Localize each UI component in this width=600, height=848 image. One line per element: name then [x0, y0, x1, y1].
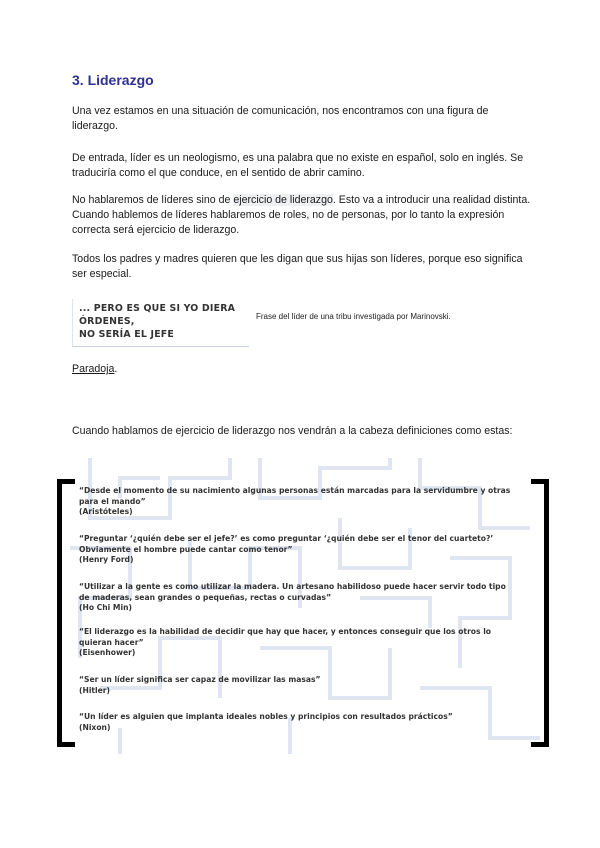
- paradoja-punct: .: [114, 363, 118, 375]
- tribe-quote-line-2: ÓRDENES,: [79, 316, 135, 327]
- quote-text: “Ser un líder significa ser capaz de movilizar las masas”: [79, 675, 321, 684]
- paragraph-exercise: [72, 193, 532, 238]
- right-bracket: [531, 479, 549, 747]
- paradoja-text: Paradoja: [72, 363, 115, 375]
- quote-author: (Hitler): [79, 685, 111, 695]
- quote-item: [79, 675, 519, 696]
- paragraph-neologism: De entrada, líder es un neologismo, es una palabra que no existe en español, solo en inglés. Se traduciría como el que conduce, en el sentido de abrir camino.: [72, 152, 524, 179]
- quote-author: (Nixon): [79, 722, 111, 732]
- quote-author: (Eisenhower): [79, 648, 136, 657]
- quote-text: “Utilizar a la gente es como utilizar la madera. Un artesano habilidoso puede hacer servir todo tipo de maderas, sean grandes o pequeñas, rectas o curvadas”: [79, 582, 506, 602]
- highlighted-term: ejercicio de liderazgo: [233, 194, 333, 206]
- paragraph-exercise-after: . Esto va a introducir una realidad distinta. Cuando hablemos de líderes hablaremos de roles, no de personas, por lo tanto la expresión correcta será ejercicio de liderazgo.: [72, 194, 531, 236]
- quote-text: “Desde el momento de su nacimiento algunas personas están marcadas para la servidumbre y otras para el mando”: [79, 486, 511, 506]
- quote-text: “El liderazgo es la habilidad de decidir que hay que hacer, y entonces conseguir que los otros lo quieran hacer”: [79, 627, 492, 647]
- tribe-quote-caption: Frase del líder de una tribu investigada por Marinovski.: [256, 312, 451, 321]
- quote-item: [79, 582, 519, 614]
- quote-item: [79, 712, 519, 733]
- tribe-quote-line-3: NO SERÍA EL JEFE: [79, 329, 175, 340]
- paragraph-parents: Todos los padres y madres quieren que les digan que sus hijas son líderes, porque eso significa ser especial.: [72, 253, 523, 280]
- quote-item: [79, 627, 519, 659]
- quote-text: “Preguntar ‘¿quién debe ser el jefe?’ es como preguntar ‘¿quién debe ser el tenor del cuarteto?’ Obviamente el hombre puede cantar como tenor”: [79, 534, 494, 554]
- quote-text: “Un líder es alguien que implanta ideales nobles y principios con resultados prácticos”: [79, 712, 453, 721]
- quote-author: (Aristóteles): [79, 507, 133, 516]
- section-heading: 3. Liderazgo: [72, 72, 154, 88]
- quote-item: [79, 534, 519, 566]
- quote-item: [79, 486, 519, 518]
- paragraph-communication: Una vez estamos en una situación de comunicación, nos encontramos con una figura de liderazgo.: [72, 105, 489, 132]
- quote-author: (Henry Ford): [79, 555, 134, 564]
- tribe-quote-line-1: ... PERO ES QUE SI YO DIERA: [79, 303, 236, 314]
- paragraph-definitions-intro: Cuando hablamos de ejercicio de liderazgo nos vendrán a la cabeza definiciones como estas:: [72, 425, 513, 437]
- paradoja-label: [72, 363, 117, 375]
- paragraph-exercise-before: No hablaremos de líderes sino de: [72, 194, 234, 206]
- left-bracket: [57, 479, 75, 747]
- tribe-quote-image: [72, 299, 249, 347]
- quote-author: (Ho Chi Min): [79, 603, 132, 612]
